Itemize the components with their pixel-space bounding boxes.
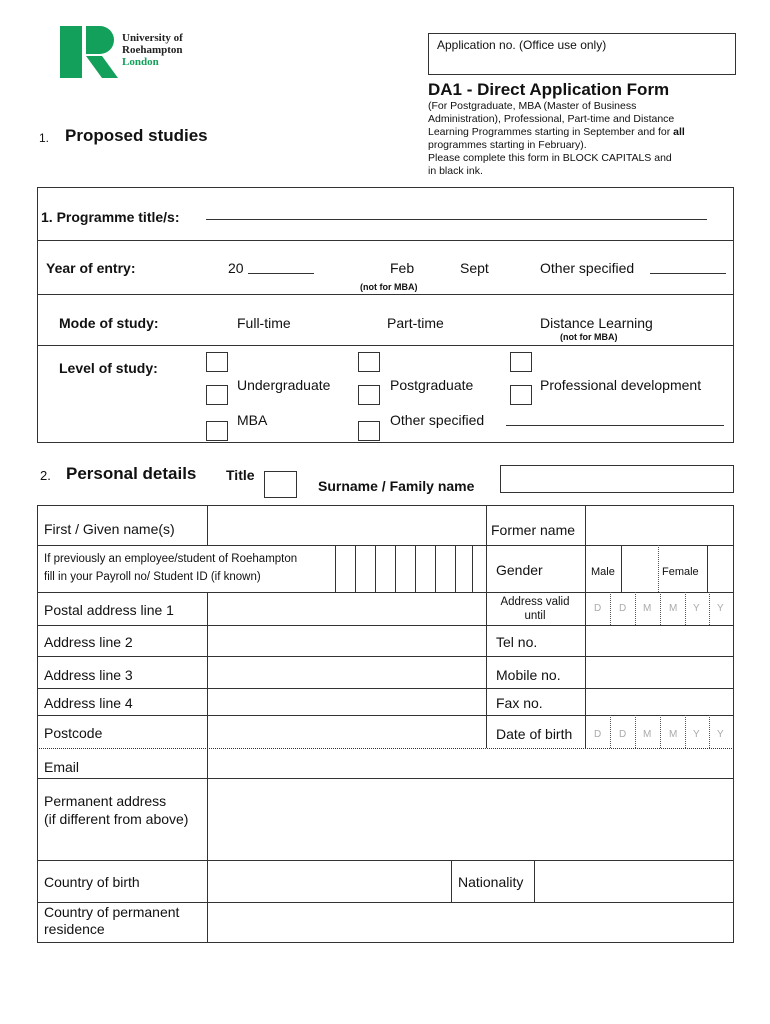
- entry-feb[interactable]: Feb: [390, 260, 415, 276]
- title-field[interactable]: [264, 471, 297, 498]
- checkbox-professional[interactable]: [510, 385, 532, 405]
- logo-line1: University of: [122, 32, 183, 44]
- level-undergraduate: Undergraduate: [237, 377, 331, 393]
- country-residence-field[interactable]: [208, 904, 732, 942]
- dob-d2: D: [619, 729, 627, 740]
- dob-label: Date of birth: [496, 726, 573, 742]
- desc-line: in black ink.: [428, 165, 483, 177]
- dob-d1: D: [594, 729, 602, 740]
- permanent-address-line1: Permanent address: [44, 793, 167, 809]
- address-valid-line1: Address valid: [500, 596, 570, 608]
- section1-number: 1.: [39, 131, 50, 145]
- checkbox-mba[interactable]: [206, 421, 228, 441]
- entry-other-field[interactable]: [650, 273, 726, 274]
- valid-y1: Y: [693, 603, 700, 614]
- country-residence-line1: Country of permanent: [44, 904, 180, 920]
- level-other: Other specified: [390, 412, 485, 428]
- former-name-field[interactable]: [586, 506, 732, 544]
- mode-distance[interactable]: Distance Learning: [540, 315, 653, 331]
- checkbox-postgraduate[interactable]: [358, 385, 380, 405]
- year-field[interactable]: [248, 273, 314, 274]
- nationality-label: Nationality: [458, 874, 524, 890]
- office-use-label: Application no. (Office use only): [437, 38, 607, 52]
- nationality-field[interactable]: [535, 862, 732, 901]
- level-other-field[interactable]: [506, 425, 724, 426]
- year-of-entry-label: Year of entry:: [46, 260, 136, 276]
- section1-title: Proposed studies: [65, 126, 208, 145]
- logo-mark-icon: [58, 24, 118, 80]
- entry-feb-note: (not for MBA): [360, 282, 418, 292]
- gender-male[interactable]: Male: [591, 566, 615, 578]
- level-mba: MBA: [237, 412, 268, 428]
- checkbox-level-2[interactable]: [358, 352, 380, 372]
- valid-d2: D: [619, 603, 627, 614]
- mode-fulltime[interactable]: Full-time: [237, 315, 291, 331]
- valid-d1: D: [594, 603, 602, 614]
- checkbox-undergraduate[interactable]: [206, 385, 228, 405]
- office-use-box: [428, 33, 736, 75]
- dob-y1: Y: [693, 729, 700, 740]
- prev-id-label-2: fill in your Payroll no/ Student ID (if known): [44, 571, 261, 583]
- desc-line: (For Postgraduate, MBA (Master of Business: [428, 100, 637, 112]
- country-residence-line2: residence: [44, 921, 105, 937]
- desc-line: Please complete this form in BLOCK CAPITALS and: [428, 152, 672, 164]
- logo-line3: London: [122, 56, 159, 68]
- title-label: Title: [226, 467, 255, 483]
- address-line4-label: Address line 4: [44, 695, 133, 711]
- surname-label: Surname / Family name: [318, 478, 475, 494]
- permanent-address-line2: (if different from above): [44, 811, 189, 827]
- form-title: DA1 - Direct Application Form: [428, 80, 670, 99]
- permanent-address-label: [44, 792, 188, 828]
- address-valid-label: [492, 595, 578, 623]
- dob-y2: Y: [717, 729, 724, 740]
- programme-title-label: 1. Programme title/s:: [41, 209, 180, 225]
- address-line3-label: Address line 3: [44, 667, 133, 683]
- first-name-field[interactable]: [208, 506, 485, 544]
- email-field[interactable]: [208, 750, 732, 777]
- dob-m1: M: [643, 729, 652, 740]
- prev-id-label-1: If previously an employee/student of Roehampton: [44, 553, 298, 565]
- mode-distance-note: (not for MBA): [560, 332, 618, 342]
- desc-line: Administration), Professional, Part-time and Distance: [428, 113, 675, 125]
- programme-title-field[interactable]: [206, 219, 707, 220]
- section2-title: Personal details: [66, 464, 197, 483]
- country-residence-label: [44, 904, 179, 938]
- country-of-birth-field[interactable]: [208, 862, 450, 901]
- logo-line2: Roehampton: [122, 44, 183, 56]
- checkbox-level-3[interactable]: [510, 352, 532, 372]
- mode-parttime[interactable]: Part-time: [387, 315, 444, 331]
- level-professional: Professional development: [540, 377, 702, 393]
- mode-of-study-label: Mode of study:: [59, 315, 159, 331]
- year-prefix: 20: [228, 260, 244, 276]
- entry-sept[interactable]: Sept: [460, 260, 489, 276]
- dob-m2: M: [669, 729, 678, 740]
- postcode-label: Postcode: [44, 725, 103, 741]
- desc-line: [428, 126, 728, 139]
- gender-label: Gender: [496, 562, 543, 578]
- level-postgraduate: Postgraduate: [390, 377, 474, 393]
- gender-female[interactable]: Female: [662, 566, 699, 578]
- address-valid-line2: until: [524, 610, 546, 622]
- entry-other: Other specified: [540, 260, 635, 276]
- valid-y2: Y: [717, 603, 724, 614]
- mobile-label: Mobile no.: [496, 667, 561, 683]
- tel-label: Tel no.: [496, 634, 538, 650]
- permanent-address-field[interactable]: [208, 780, 732, 859]
- desc-line: programmes starting in February).: [428, 139, 587, 151]
- country-of-birth-label: Country of birth: [44, 874, 140, 890]
- university-logo: [58, 24, 218, 84]
- valid-m2: M: [669, 603, 678, 614]
- first-name-label: First / Given name(s): [44, 521, 175, 537]
- former-name-label: Former name: [491, 522, 576, 538]
- valid-m1: M: [643, 603, 652, 614]
- address-line2-label: Address line 2: [44, 634, 133, 650]
- address-line1-label: Postal address line 1: [44, 602, 174, 618]
- desc-line-text: Learning Programmes starting in September and for: [428, 126, 674, 138]
- desc-bold: all: [673, 126, 685, 138]
- checkbox-other[interactable]: [358, 421, 380, 441]
- checkbox-level-1[interactable]: [206, 352, 228, 372]
- surname-field[interactable]: [500, 465, 734, 493]
- section2-number: 2.: [40, 468, 51, 483]
- email-label: Email: [44, 759, 80, 775]
- fax-label: Fax no.: [496, 695, 543, 711]
- form-description: [428, 100, 728, 178]
- level-of-study-label: Level of study:: [59, 360, 158, 376]
